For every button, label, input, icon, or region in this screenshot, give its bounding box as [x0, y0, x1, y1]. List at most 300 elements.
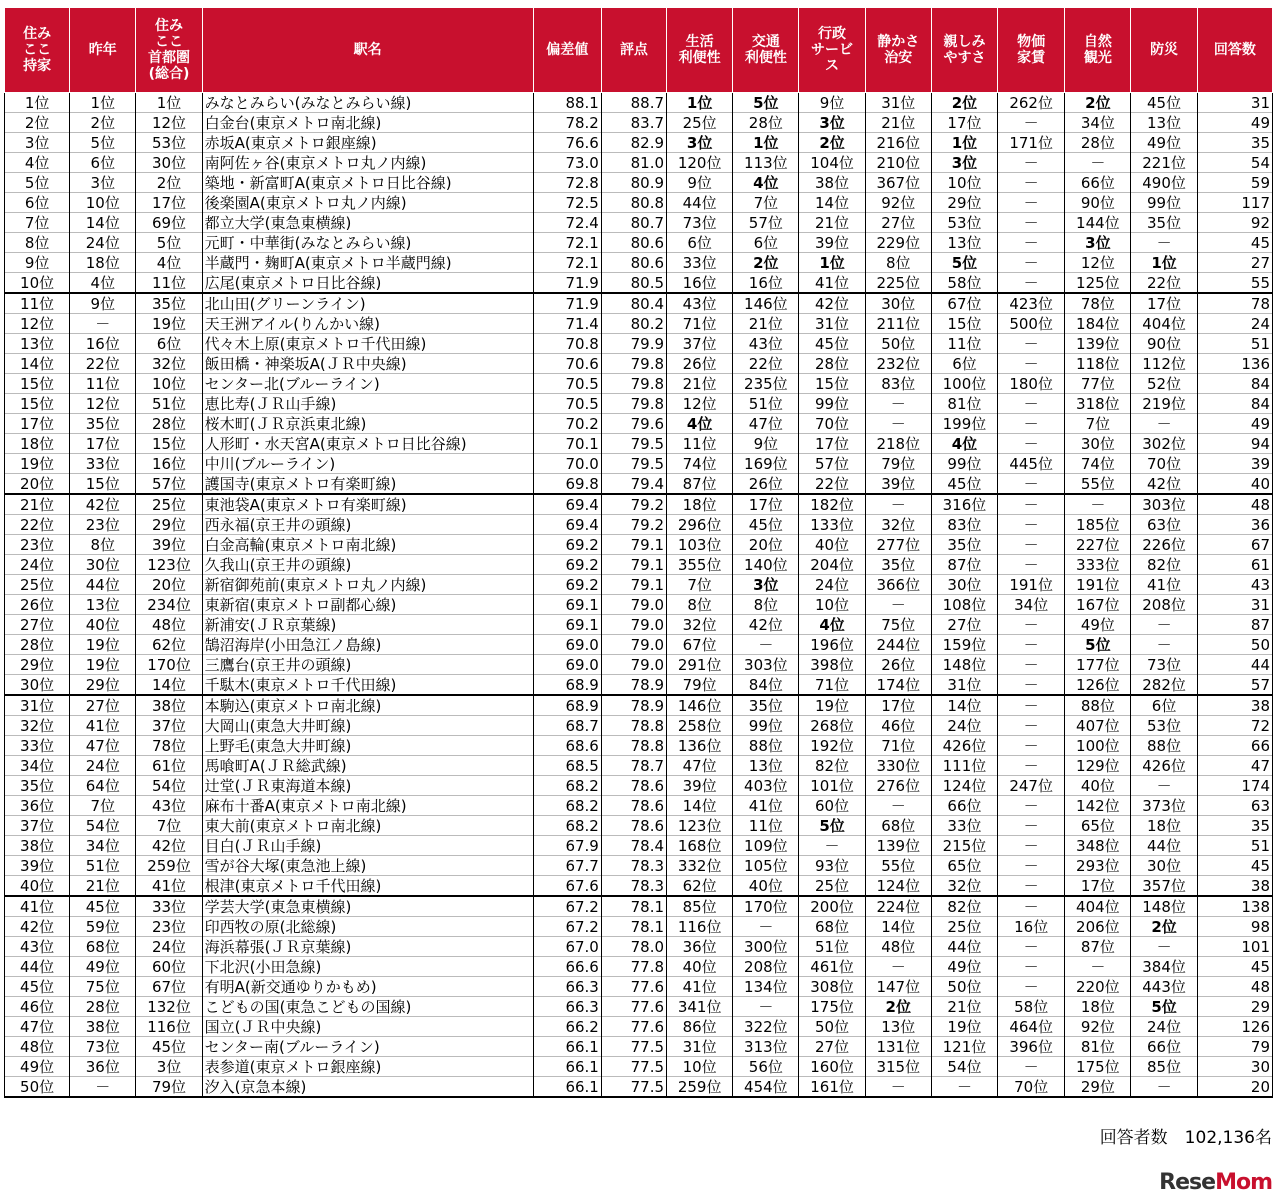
table-cell: 78.3	[601, 856, 666, 876]
table-cell: 423位	[998, 293, 1065, 314]
table-cell: 116位	[667, 917, 733, 937]
table-cell: 15位	[5, 374, 70, 394]
table-cell: 87	[1197, 615, 1272, 635]
table-cell: 123位	[667, 816, 733, 836]
column-header: 物価 家賃	[998, 8, 1065, 93]
table-cell: －	[1131, 937, 1197, 957]
table-row	[5, 675, 1273, 696]
table-cell: 19位	[931, 1017, 997, 1037]
table-cell: 24位	[70, 756, 136, 776]
table-cell: 142位	[1065, 796, 1131, 816]
table-cell: 2位	[136, 173, 202, 193]
table-cell: 120位	[667, 153, 733, 173]
table-cell: 355位	[667, 555, 733, 575]
table-cell: 68.2	[533, 776, 601, 796]
table-cell: 三鷹台(京王井の頭線)	[202, 655, 533, 675]
table-cell: 67位	[136, 977, 202, 997]
table-cell: 73.0	[533, 153, 601, 173]
table-cell: 鵠沼海岸(小田急江ノ島線)	[202, 635, 533, 655]
table-cell: 56位	[733, 1057, 799, 1077]
table-row	[5, 816, 1273, 836]
table-cell: 229位	[865, 233, 931, 253]
table-cell: 5位	[70, 133, 136, 153]
table-cell: 42位	[733, 615, 799, 635]
table-cell: 30位	[5, 675, 70, 696]
table-cell: －	[998, 394, 1065, 414]
table-row	[5, 93, 1273, 113]
table-cell: 表参道(東京メトロ銀座線)	[202, 1057, 533, 1077]
table-cell: 79位	[865, 454, 931, 474]
table-cell: 77.6	[601, 1017, 666, 1037]
table-cell: 99位	[733, 716, 799, 736]
table-cell: 根津(東京メトロ千代田線)	[202, 876, 533, 897]
table-cell: 9位	[733, 434, 799, 454]
table-cell: 71位	[799, 675, 865, 696]
table-header-row	[5, 8, 1273, 93]
table-cell: 39位	[136, 535, 202, 555]
table-cell: 38	[1197, 876, 1272, 897]
table-cell: 6位	[931, 354, 997, 374]
table-cell: 58位	[931, 273, 997, 294]
table-cell: 68.9	[533, 675, 601, 696]
table-cell: 99位	[799, 394, 865, 414]
table-cell: 69.2	[533, 555, 601, 575]
table-cell: 318位	[1065, 394, 1131, 414]
table-cell: 167位	[1065, 595, 1131, 615]
table-cell: －	[998, 173, 1065, 193]
table-cell: 70.1	[533, 434, 601, 454]
table-cell: 5位	[1065, 635, 1131, 655]
table-cell: 16位	[733, 273, 799, 294]
table-cell: 134位	[733, 977, 799, 997]
table-cell: －	[799, 836, 865, 856]
table-row	[5, 1077, 1273, 1098]
table-cell: 67位	[667, 635, 733, 655]
table-cell: 1位	[1131, 253, 1197, 273]
table-cell: －	[998, 354, 1065, 374]
table-cell: 50位	[931, 977, 997, 997]
column-header: 自然 観光	[1065, 8, 1131, 93]
table-cell: 78.4	[601, 836, 666, 856]
table-cell: 北山田(グリーンライン)	[202, 293, 533, 314]
table-cell: 74位	[1065, 454, 1131, 474]
table-cell: 後楽園A(東京メトロ丸ノ内線)	[202, 193, 533, 213]
table-cell: 85位	[667, 896, 733, 917]
table-cell: 31位	[5, 695, 70, 716]
table-cell: 25位	[931, 917, 997, 937]
table-cell: 78.8	[601, 736, 666, 756]
table-cell: 348位	[1065, 836, 1131, 856]
table-cell: 35位	[5, 776, 70, 796]
table-cell: 36位	[5, 796, 70, 816]
table-cell: 227位	[1065, 535, 1131, 555]
table-cell: 78.8	[601, 716, 666, 736]
table-cell: 79位	[136, 1077, 202, 1098]
table-cell: －	[998, 1057, 1065, 1077]
table-cell: 81.0	[601, 153, 666, 173]
table-cell: 67位	[931, 293, 997, 314]
table-cell: 3位	[799, 113, 865, 133]
table-cell: 14位	[70, 213, 136, 233]
table-cell: 8位	[5, 233, 70, 253]
table-cell: 18位	[1065, 997, 1131, 1017]
table-cell: 48位	[5, 1037, 70, 1057]
table-cell: 29位	[136, 515, 202, 535]
table-cell: 24位	[799, 575, 865, 595]
table-cell: 49位	[5, 1057, 70, 1077]
table-cell: 65位	[1065, 816, 1131, 836]
table-cell: 1位	[5, 93, 70, 113]
table-cell: 13位	[733, 756, 799, 776]
table-cell: 464位	[998, 1017, 1065, 1037]
table-cell: 42位	[70, 494, 136, 515]
table-cell: 30位	[136, 153, 202, 173]
table-row	[5, 374, 1273, 394]
table-cell: －	[998, 977, 1065, 997]
table-cell: 46位	[5, 997, 70, 1017]
table-cell: 88.1	[533, 93, 601, 113]
table-cell: 67.0	[533, 937, 601, 957]
table-cell: 79.5	[601, 454, 666, 474]
table-cell: 80.8	[601, 193, 666, 213]
table-cell: 132位	[136, 997, 202, 1017]
table-cell: 36位	[667, 937, 733, 957]
table-cell: 72.5	[533, 193, 601, 213]
table-cell: 49位	[70, 957, 136, 977]
table-cell: 69.4	[533, 515, 601, 535]
table-cell: 5位	[5, 173, 70, 193]
table-cell: 39位	[5, 856, 70, 876]
table-cell: －	[1131, 414, 1197, 434]
table-cell: 77.8	[601, 957, 666, 977]
table-cell: －	[70, 314, 136, 334]
table-cell: 68.2	[533, 796, 601, 816]
table-cell: 221位	[1131, 153, 1197, 173]
table-cell: 11位	[5, 293, 70, 314]
table-cell: 184位	[1065, 314, 1131, 334]
table-cell: 170位	[733, 896, 799, 917]
table-cell: 171位	[998, 133, 1065, 153]
table-cell: 27位	[799, 1037, 865, 1057]
table-cell: 108位	[931, 595, 997, 615]
table-cell: 136	[1197, 354, 1272, 374]
table-cell: －	[998, 957, 1065, 977]
table-cell: 404位	[1065, 896, 1131, 917]
table-cell: 12位	[1065, 253, 1131, 273]
table-cell: 140位	[733, 555, 799, 575]
table-cell: 35位	[136, 293, 202, 314]
table-cell: 38位	[799, 173, 865, 193]
table-cell: 49位	[1065, 615, 1131, 635]
table-cell: 40位	[1065, 776, 1131, 796]
table-cell: 23位	[136, 917, 202, 937]
table-cell: 49位	[931, 957, 997, 977]
table-cell: －	[998, 635, 1065, 655]
table-cell: 50	[1197, 635, 1272, 655]
ranking-table	[4, 7, 1273, 1098]
table-cell: 32位	[5, 716, 70, 736]
table-cell: 69.1	[533, 595, 601, 615]
table-cell: 174位	[865, 675, 931, 696]
table-cell: 124位	[865, 876, 931, 897]
table-cell: 66.1	[533, 1057, 601, 1077]
table-cell: 93位	[799, 856, 865, 876]
table-cell: 44位	[70, 575, 136, 595]
table-cell: 73位	[667, 213, 733, 233]
table-cell: 192位	[799, 736, 865, 756]
table-cell: 18位	[5, 434, 70, 454]
table-cell: 29位	[5, 655, 70, 675]
table-row	[5, 716, 1273, 736]
table-cell: 45位	[70, 896, 136, 917]
table-cell: 27位	[5, 615, 70, 635]
table-cell: 39位	[799, 233, 865, 253]
table-cell: －	[998, 856, 1065, 876]
table-cell: 58位	[998, 997, 1065, 1017]
table-cell: －	[865, 494, 931, 515]
table-cell: 101位	[799, 776, 865, 796]
table-cell: 133位	[799, 515, 865, 535]
table-cell: みなとみらい(みなとみらい線)	[202, 93, 533, 113]
table-cell: 357位	[1131, 876, 1197, 897]
table-cell: 66位	[1131, 1037, 1197, 1057]
table-cell: 30位	[1065, 434, 1131, 454]
table-cell: 78	[1197, 293, 1272, 314]
table-cell: 57位	[799, 454, 865, 474]
table-cell: －	[733, 917, 799, 937]
table-cell: 5位	[931, 253, 997, 273]
table-cell: 2位	[931, 93, 997, 113]
table-cell: 1位	[70, 93, 136, 113]
table-cell: 18位	[667, 494, 733, 515]
table-cell: 新浦安(ＪＲ京葉線)	[202, 615, 533, 635]
table-cell: 79.9	[601, 334, 666, 354]
table-cell: 71.9	[533, 293, 601, 314]
table-cell: 11位	[667, 434, 733, 454]
table-cell: 104位	[799, 153, 865, 173]
table-cell: 78.6	[601, 816, 666, 836]
table-cell: 70.5	[533, 374, 601, 394]
table-cell: －	[931, 1077, 997, 1098]
table-cell: 291位	[667, 655, 733, 675]
table-cell: 69.0	[533, 655, 601, 675]
table-cell: 72.4	[533, 213, 601, 233]
table-cell: 28位	[733, 113, 799, 133]
table-cell: 72.1	[533, 253, 601, 273]
table-cell: 赤坂A(東京メトロ銀座線)	[202, 133, 533, 153]
table-cell: 24位	[136, 937, 202, 957]
table-cell: 34位	[5, 756, 70, 776]
table-cell: 43位	[5, 937, 70, 957]
table-cell: 79.1	[601, 555, 666, 575]
table-cell: 築地・新富町A(東京メトロ日比谷線)	[202, 173, 533, 193]
table-row	[5, 535, 1273, 555]
table-cell: 6位	[5, 193, 70, 213]
table-row	[5, 937, 1273, 957]
table-cell: 77位	[1065, 374, 1131, 394]
table-cell: 13位	[865, 1017, 931, 1037]
table-cell: 79.8	[601, 394, 666, 414]
table-cell: 3位	[733, 575, 799, 595]
table-cell: 15位	[931, 314, 997, 334]
table-cell: 206位	[1065, 917, 1131, 937]
table-cell: 20位	[733, 535, 799, 555]
table-cell: 護国寺(東京メトロ有楽町線)	[202, 474, 533, 495]
table-cell: 9位	[799, 93, 865, 113]
table-cell: －	[733, 635, 799, 655]
table-cell: 235位	[733, 374, 799, 394]
table-cell: 17位	[799, 434, 865, 454]
table-cell: 久我山(京王井の頭線)	[202, 555, 533, 575]
table-cell: 29	[1197, 997, 1272, 1017]
table-cell: 70位	[998, 1077, 1065, 1098]
table-cell: 6位	[667, 233, 733, 253]
table-cell: 51位	[70, 856, 136, 876]
table-cell: 57位	[136, 474, 202, 495]
table-cell: 39位	[667, 776, 733, 796]
table-cell: 30位	[70, 555, 136, 575]
column-header: 偏差値	[533, 8, 601, 93]
table-row	[5, 113, 1273, 133]
table-row	[5, 494, 1273, 515]
table-cell: 200位	[799, 896, 865, 917]
table-cell: 25位	[667, 113, 733, 133]
table-cell: 9位	[5, 253, 70, 273]
table-cell: －	[1131, 635, 1197, 655]
table-cell: 98	[1197, 917, 1272, 937]
column-header: 回答数	[1197, 8, 1272, 93]
table-cell: 代々木上原(東京メトロ千代田線)	[202, 334, 533, 354]
table-cell: 302位	[1131, 434, 1197, 454]
table-cell: 南阿佐ヶ谷(東京メトロ丸ノ内線)	[202, 153, 533, 173]
table-cell: 259位	[667, 1077, 733, 1098]
table-cell: 19位	[5, 454, 70, 474]
table-cell: 78.6	[601, 796, 666, 816]
table-cell: 32位	[865, 515, 931, 535]
table-cell: 88.7	[601, 93, 666, 113]
table-cell: 70.5	[533, 394, 601, 414]
table-cell: 24	[1197, 314, 1272, 334]
table-cell: 79.8	[601, 374, 666, 394]
table-cell: 35位	[931, 535, 997, 555]
table-cell: 10位	[136, 374, 202, 394]
table-cell: 24位	[5, 555, 70, 575]
table-cell: 78位	[1065, 293, 1131, 314]
table-cell: 45位	[136, 1037, 202, 1057]
table-cell: 13位	[1131, 113, 1197, 133]
table-cell: 78.1	[601, 896, 666, 917]
table-cell: －	[865, 394, 931, 414]
table-cell: 54位	[136, 776, 202, 796]
table-cell: 国立(ＪＲ中央線)	[202, 1017, 533, 1037]
table-cell: 160位	[799, 1057, 865, 1077]
table-cell: 9位	[667, 173, 733, 193]
table-cell: 20位	[136, 575, 202, 595]
table-cell: 28位	[1065, 133, 1131, 153]
column-header: 防災	[1131, 8, 1197, 93]
table-cell: －	[1065, 957, 1131, 977]
table-cell: 67.2	[533, 917, 601, 937]
table-cell: 79.1	[601, 575, 666, 595]
table-cell: 70.6	[533, 354, 601, 374]
table-row	[5, 133, 1273, 153]
table-cell: 40位	[70, 615, 136, 635]
table-cell: 45	[1197, 233, 1272, 253]
table-cell: 77.6	[601, 997, 666, 1017]
table-cell: 人形町・水天宮A(東京メトロ日比谷線)	[202, 434, 533, 454]
table-cell: －	[998, 796, 1065, 816]
table-cell: 下北沢(小田急線)	[202, 957, 533, 977]
table-cell: 68.6	[533, 736, 601, 756]
table-cell: 80.6	[601, 233, 666, 253]
table-cell: －	[1131, 1077, 1197, 1098]
table-cell: 75位	[865, 615, 931, 635]
table-cell: 3位	[70, 173, 136, 193]
table-cell: －	[865, 414, 931, 434]
table-cell: 2位	[5, 113, 70, 133]
table-cell: 23位	[70, 515, 136, 535]
table-row	[5, 253, 1273, 273]
table-cell: 85位	[1131, 1057, 1197, 1077]
table-cell: 28位	[5, 635, 70, 655]
table-cell: 66	[1197, 736, 1272, 756]
table-cell: 51位	[799, 937, 865, 957]
table-row	[5, 1017, 1273, 1037]
table-cell: 14位	[667, 796, 733, 816]
table-cell: 41位	[70, 716, 136, 736]
table-cell: 500位	[998, 314, 1065, 334]
table-row	[5, 193, 1273, 213]
table-cell: 17位	[5, 414, 70, 434]
table-cell: 105位	[733, 856, 799, 876]
table-cell: 100位	[931, 374, 997, 394]
table-cell: 78.3	[601, 876, 666, 897]
table-cell: 262位	[998, 93, 1065, 113]
table-cell: 19位	[799, 695, 865, 716]
table-cell: 67.6	[533, 876, 601, 897]
table-cell: 258位	[667, 716, 733, 736]
table-cell: 25位	[799, 876, 865, 897]
table-cell: 12位	[667, 394, 733, 414]
table-cell: 63位	[1131, 515, 1197, 535]
table-cell: 29位	[1065, 1077, 1131, 1098]
table-cell: 8位	[865, 253, 931, 273]
table-row	[5, 334, 1273, 354]
table-cell: 22位	[5, 515, 70, 535]
table-cell: 78.2	[533, 113, 601, 133]
table-cell: 79.0	[601, 615, 666, 635]
column-header: 評点	[601, 8, 666, 93]
table-cell: 461位	[799, 957, 865, 977]
table-cell: 17位	[733, 494, 799, 515]
table-cell: 316位	[931, 494, 997, 515]
table-cell: 46位	[865, 716, 931, 736]
table-cell: 53位	[1131, 716, 1197, 736]
table-row	[5, 695, 1273, 716]
table-cell: 2位	[865, 997, 931, 1017]
table-row	[5, 655, 1273, 675]
table-cell: 82.9	[601, 133, 666, 153]
table-cell: 21位	[733, 314, 799, 334]
table-row	[5, 474, 1273, 495]
table-cell: 175位	[1065, 1057, 1131, 1077]
table-row	[5, 213, 1273, 233]
table-cell: 109位	[733, 836, 799, 856]
table-cell: 300位	[733, 937, 799, 957]
table-row	[5, 957, 1273, 977]
table-cell: 32位	[136, 354, 202, 374]
table-cell: －	[733, 997, 799, 1017]
